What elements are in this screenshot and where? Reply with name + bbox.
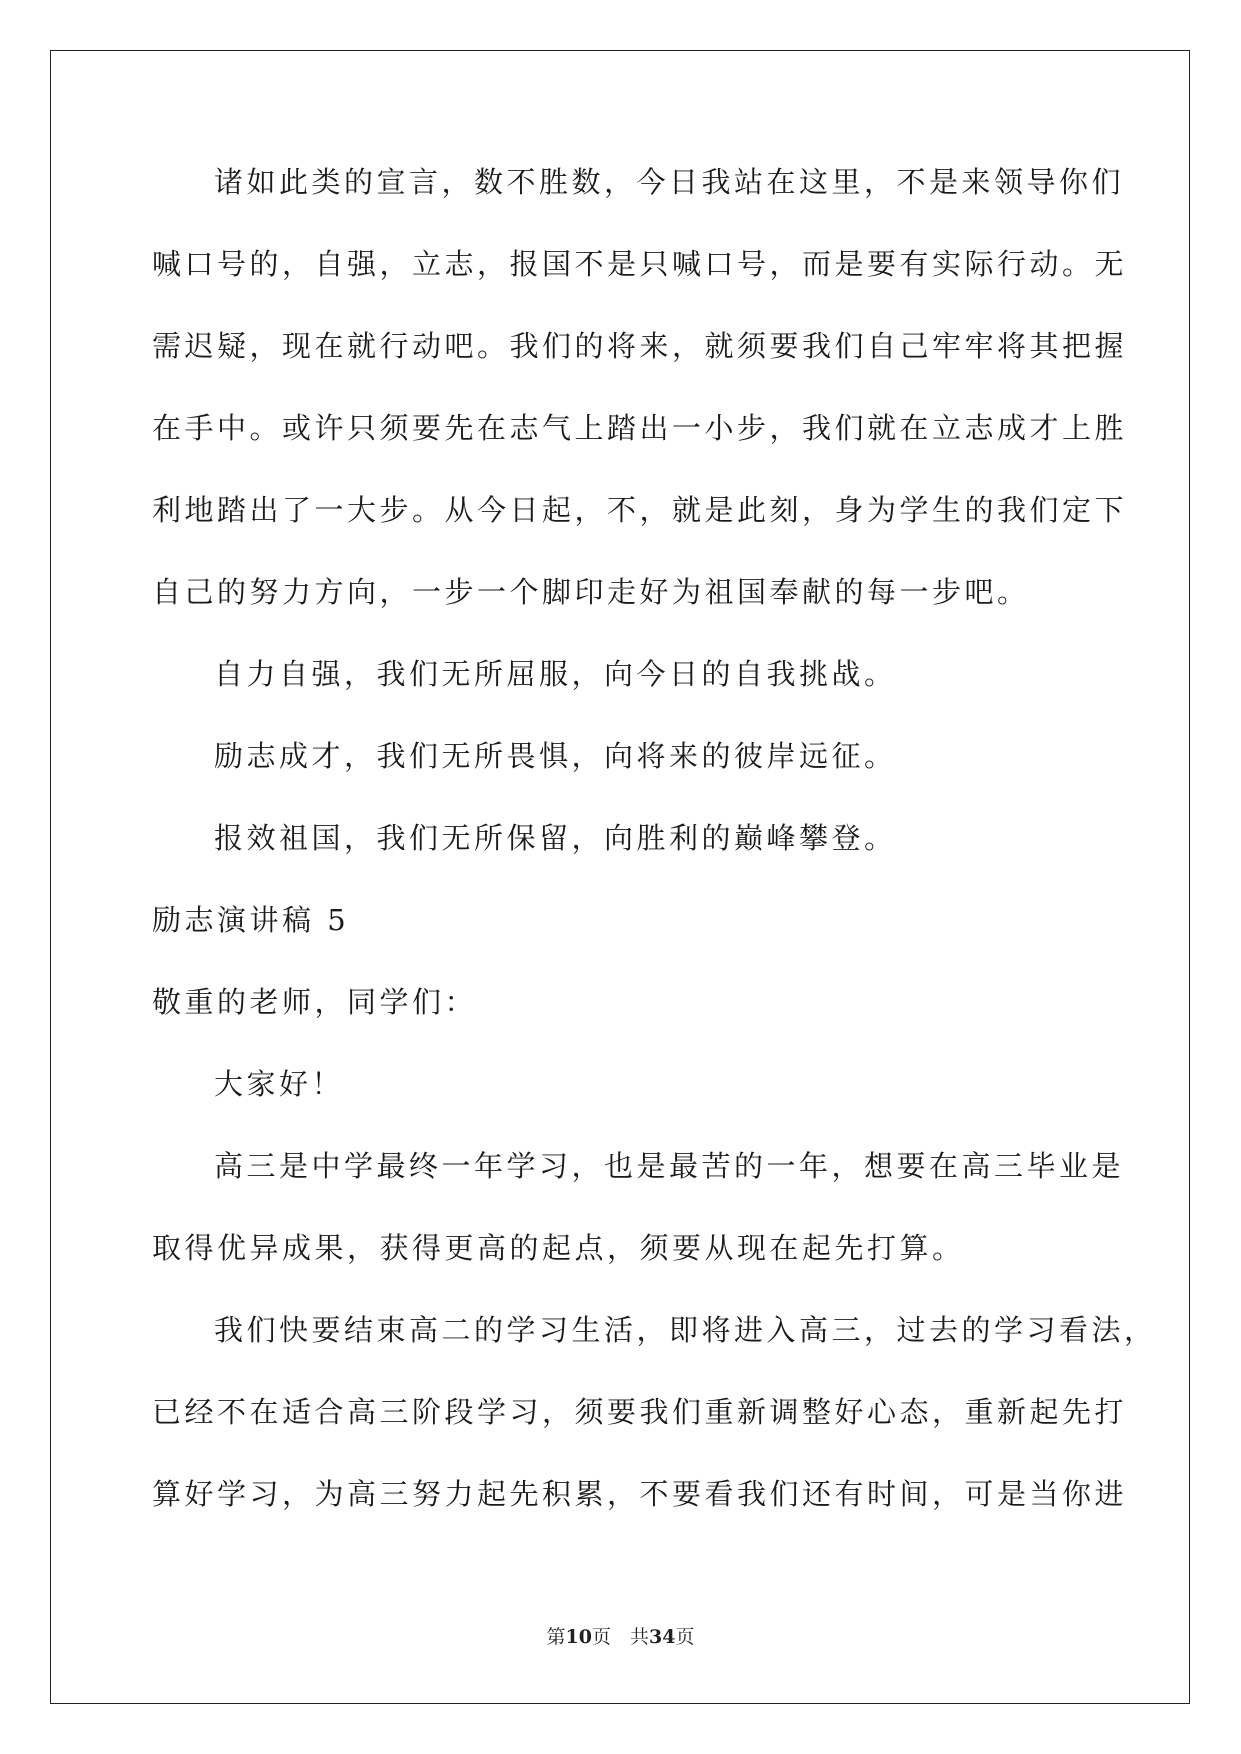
text-line: 我们快要结束高二的学习生活，即将进入高三，过去的学习看法， [214, 1313, 1157, 1347]
text-line: 自己的努力方向，一步一个脚印走好为祖国奉献的每一步吧。 [152, 575, 1030, 609]
text-line: 报效祖国，我们无所保留，向胜利的巅峰攀登。 [214, 821, 897, 855]
text-line: 诸如此类的宣言，数不胜数，今日我站在这里，不是来领导你们 [214, 165, 1125, 199]
footer-prefix: 第 [546, 1626, 566, 1648]
text-line: 高三是中学最终一年学习，也是最苦的一年，想要在高三毕业是 [214, 1149, 1125, 1183]
page-number-footer [0, 1622, 1241, 1649]
text-line: 已经不在适合高三阶段学习，须要我们重新调整好心态，重新起先打 [152, 1395, 1128, 1429]
salutation: 敬重的老师，同学们： [152, 985, 478, 1019]
text-line: 利地踏出了一大步。从今日起，不，就是此刻，身为学生的我们定下 [152, 493, 1128, 527]
text-line: 算好学习，为高三努力起先积累，不要看我们还有时间，可是当你进 [152, 1477, 1128, 1511]
text-line: 自力自强，我们无所屈服，向今日的自我挑战。 [214, 657, 897, 691]
total-page-count: 34 [649, 1626, 676, 1648]
footer-mid: 页 共 [591, 1626, 649, 1648]
footer-suffix: 页 [675, 1626, 695, 1648]
section-heading: 励志演讲稿 5 [152, 903, 350, 937]
greeting: 大家好！ [214, 1067, 345, 1101]
text-line: 喊口号的，自强，立志，报国不是只喊口号，而是要有实际行动。无 [152, 247, 1128, 281]
text-line: 在手中。或许只须要先在志气上踏出一小步，我们就在立志成才上胜 [152, 411, 1128, 445]
text-line: 励志成才，我们无所畏惧，向将来的彼岸远征。 [214, 739, 897, 773]
document-body [152, 162, 1157, 1556]
text-line: 取得优异成果，获得更高的起点，须要从现在起先打算。 [152, 1231, 965, 1265]
current-page-number: 10 [565, 1626, 592, 1648]
text-line: 需迟疑，现在就行动吧。我们的将来，就须要我们自己牢牢将其把握 [152, 329, 1128, 363]
